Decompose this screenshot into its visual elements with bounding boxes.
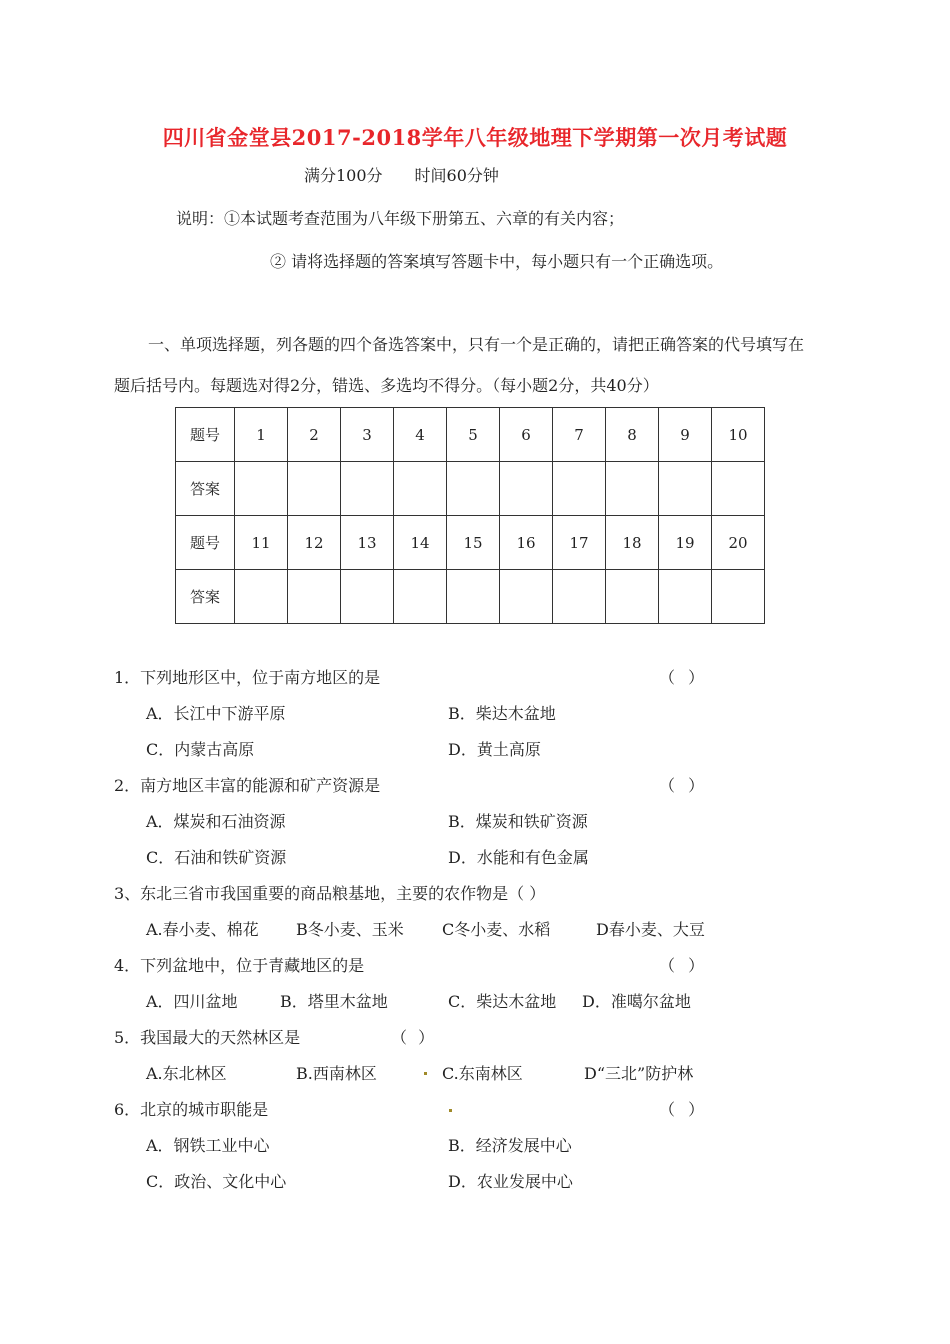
table-cell: 5 [447,408,500,462]
table-cell: 1 [235,408,288,462]
question-3-option-d: D春小麦、大豆 [596,920,705,939]
question-1-option-d: D．黄土高原 [448,740,541,759]
answer-cell[interactable] [712,570,765,624]
table-row [176,462,765,516]
note-line-1: 说明：①本试题考查范围为八年级下册第五、六章的有关内容； [176,209,625,228]
table-cell: 17 [553,516,606,570]
exam-meta [304,163,499,186]
question-2-option-d: D．水能和有色金属 [448,848,589,867]
table-cell: 2 [288,408,341,462]
table-row [176,408,765,462]
question-6-answer-blank[interactable]: （ ） [659,1100,709,1119]
answer-cell[interactable] [394,570,447,624]
question-4-stem: 4．下列盆地中，位于青藏地区的是 [114,956,365,975]
question-1-answer-blank[interactable]: （ ） [659,668,709,687]
answer-cell[interactable] [235,570,288,624]
question-1-stem: 1．下列地形区中，位于南方地区的是 [114,668,381,687]
question-3-stem: 3、东北三省市我国重要的商品粮基地，主要的农作物是（ ） [114,884,546,903]
time-info: 时间60分钟 [414,166,499,185]
answer-cell[interactable] [288,462,341,516]
stray-dot [424,1072,427,1075]
table-cell: 18 [606,516,659,570]
answer-cell[interactable] [288,570,341,624]
answer-cell[interactable] [394,462,447,516]
question-4-option-a: A．四川盆地 [146,992,238,1011]
answer-cell[interactable] [659,570,712,624]
question-5-answer-blank[interactable]: （ ） [391,1028,438,1047]
table-cell: 题号 [176,408,235,462]
table-cell: 13 [341,516,394,570]
question-5-option-a: A.东北林区 [146,1064,227,1083]
answer-cell[interactable] [235,462,288,516]
question-5-stem: 5．我国最大的天然林区是 [114,1028,301,1047]
question-6-option-c: C．政治、文化中心 [146,1172,287,1191]
question-6-option-b: B．经济发展中心 [448,1136,572,1155]
question-5-option-d: D“三北”防护林 [584,1064,694,1083]
section-intro-line-2: 题后括号内。每题选对得2分，错选、多选均不得分。（每小题2分，共40分） [114,376,659,395]
table-cell: 答案 [176,462,235,516]
question-3-option-b: B冬小麦、玉米 [296,920,404,939]
answer-cell[interactable] [712,462,765,516]
answer-cell[interactable] [341,570,394,624]
table-cell: 7 [553,408,606,462]
table-cell: 16 [500,516,553,570]
table-cell: 3 [341,408,394,462]
question-1-option-b: B．柴达木盆地 [448,704,556,723]
question-4-option-d: D．准噶尔盆地 [582,992,691,1011]
section-intro-line-1: 一、单项选择题，列各题的四个备选答案中，只有一个是正确的，请把正确答案的代号填写在 [148,335,805,354]
note-line-2: ② 请将选择题的答案填写答题卡中，每小题只有一个正确选项。 [270,252,724,271]
question-2-answer-blank[interactable]: （ ） [659,776,709,795]
question-4-option-c: C．柴达木盆地 [448,992,557,1011]
table-cell: 20 [712,516,765,570]
question-2-option-b: B．煤炭和铁矿资源 [448,812,588,831]
table-cell: 10 [712,408,765,462]
table-cell: 15 [447,516,500,570]
answer-cell[interactable] [606,570,659,624]
table-cell: 答案 [176,570,235,624]
table-cell: 11 [235,516,288,570]
answer-cell[interactable] [500,570,553,624]
answer-table [175,407,765,624]
question-3-option-a: A.春小麦、棉花 [146,920,259,939]
stray-dot [449,1109,452,1112]
table-cell: 12 [288,516,341,570]
answer-cell[interactable] [659,462,712,516]
score-info: 满分100分 [304,166,383,185]
question-5-option-b: B.西南林区 [296,1064,377,1083]
answer-cell[interactable] [500,462,553,516]
question-2-option-c: C．石油和铁矿资源 [146,848,287,867]
question-1-option-a: A．长江中下游平原 [146,704,286,723]
table-row [176,516,765,570]
question-3-option-c: C冬小麦、水稻 [442,920,551,939]
question-6-stem: 6．北京的城市职能是 [114,1100,269,1119]
answer-cell[interactable] [553,462,606,516]
table-cell: 8 [606,408,659,462]
table-cell: 9 [659,408,712,462]
answer-cell[interactable] [553,570,606,624]
answer-cell[interactable] [341,462,394,516]
answer-cell[interactable] [447,570,500,624]
table-cell: 6 [500,408,553,462]
table-cell: 题号 [176,516,235,570]
page-title: 四川省金堂县2017-2018学年八年级地理下学期第一次月考试题 [162,125,788,150]
question-2-option-a: A．煤炭和石油资源 [146,812,286,831]
question-4-answer-blank[interactable]: （ ） [659,956,709,975]
question-5-option-c: C.东南林区 [442,1064,523,1083]
answer-cell[interactable] [447,462,500,516]
question-6-option-d: D．农业发展中心 [448,1172,573,1191]
question-1-option-c: C．内蒙古高原 [146,740,255,759]
table-cell: 14 [394,516,447,570]
question-4-option-b: B．塔里木盆地 [280,992,388,1011]
table-cell: 19 [659,516,712,570]
table-row [176,570,765,624]
question-2-stem: 2．南方地区丰富的能源和矿产资源是 [114,776,381,795]
question-6-option-a: A．钢铁工业中心 [146,1136,270,1155]
answer-cell[interactable] [606,462,659,516]
table-cell: 4 [394,408,447,462]
